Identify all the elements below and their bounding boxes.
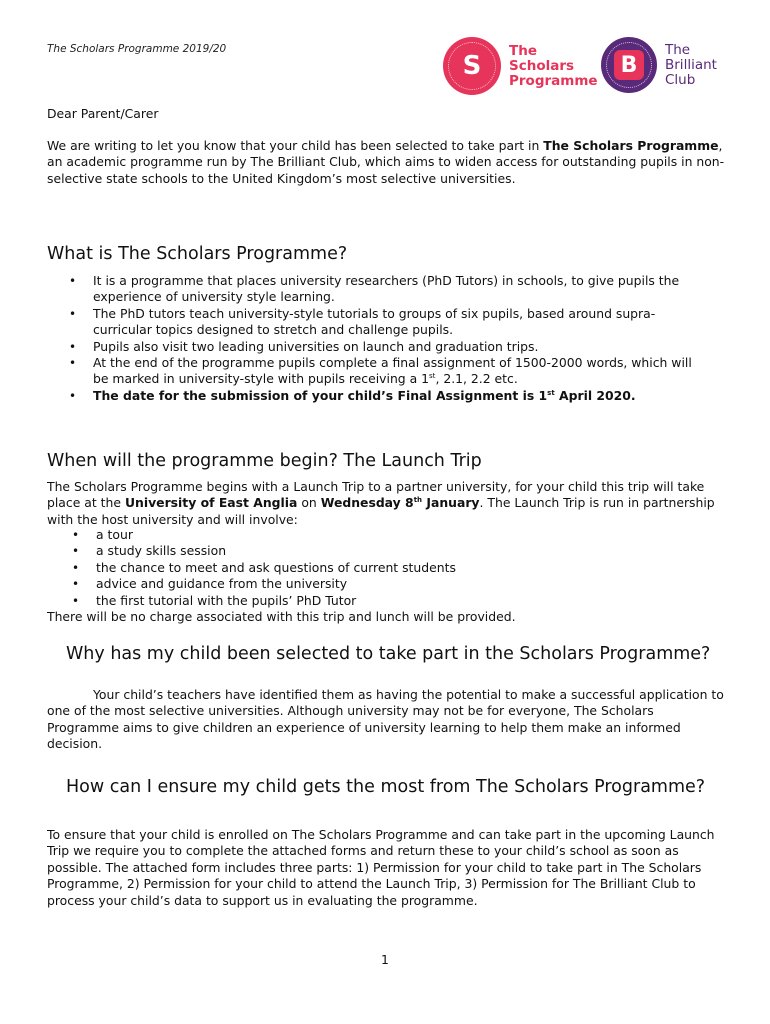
scholars-logo-wordmark xyxy=(509,44,598,89)
brilliant-logo-wordmark xyxy=(665,43,717,88)
list-item: • a tour xyxy=(47,527,727,543)
section1-heading: What is The Scholars Programme? xyxy=(47,244,348,264)
brilliant-logo-badge xyxy=(601,37,657,93)
section3-paragraph: Your child’s teachers have identified them as having the potential to make a successful application to one of the most selective universities. Although university may not be for everyone, The Scholars Programme aims to give children an experience of university learning to help them make an informed decision. xyxy=(47,687,724,752)
section2-paragraph: The Scholars Programme begins with a Launch Trip to a partner university, for your child this trip will take place at the University of East Anglia on Wednesday 8th January. The Launch Trip is run in partnership with the host university and will involve: xyxy=(47,479,715,527)
section3-heading: Why has my child been selected to take part in the Scholars Programme? xyxy=(66,644,711,664)
page-number: 1 xyxy=(381,952,389,967)
brilliant-club-logo xyxy=(601,37,717,93)
list-item-submission-date: • The date for the submission of your child’s Final Assignment is 1st April 2020. xyxy=(47,388,707,404)
list-item: • the chance to meet and ask questions of current students xyxy=(47,560,727,576)
brilliant-logo-letter: B xyxy=(620,52,638,78)
university-name: University of East Anglia xyxy=(124,495,298,511)
launch-date: Wednesday 8th January xyxy=(320,495,480,511)
scholars-programme-logo xyxy=(443,37,598,95)
scholars-logo-line2: Scholars xyxy=(509,57,575,74)
list-item: • a study skills session xyxy=(47,543,727,559)
salutation: Dear Parent/Carer xyxy=(47,106,159,121)
list-item: • It is a programme that places university researchers (PhD Tutors) in schools, to give pupils the experience of university style learning. xyxy=(47,273,707,306)
brilliant-logo-line3: Club xyxy=(665,71,696,88)
scholars-logo-line1: The xyxy=(509,42,537,59)
list-item: • The PhD tutors teach university-style tutorials to groups of six pupils, based around supra-curricular topics designed to stretch and challenge pupils. xyxy=(47,306,707,339)
list-item: • advice and guidance from the university xyxy=(47,576,727,592)
intro-paragraph: We are writing to let you know that your child has been selected to take part in The Scholars Programme, an academic programme run by The Brilliant Club, which aims to widen access for outstanding pupils in non-selective state schools to the United Kingdom’s most selective universities. xyxy=(47,138,725,186)
section2-bullet-list xyxy=(47,527,727,609)
intro-programme-name: The Scholars Programme xyxy=(543,138,719,153)
list-item: • Pupils also visit two leading universities on launch and graduation trips. xyxy=(47,339,707,355)
scholars-logo-line3: Programme xyxy=(509,72,598,89)
scholars-logo-badge xyxy=(443,37,501,95)
list-item: • the first tutorial with the pupils’ PhD Tutor xyxy=(47,593,727,609)
list-item: • At the end of the programme pupils complete a final assignment of 1500-2000 words, which will be marked in university-style with pupils receiving a 1st, 2.1, 2.2 etc. xyxy=(47,355,707,388)
section4-heading: How can I ensure my child gets the most from The Scholars Programme? xyxy=(66,777,706,797)
brilliant-logo-line2: Brilliant xyxy=(665,56,717,73)
running-header: The Scholars Programme 2019/20 xyxy=(47,43,227,55)
section4-paragraph: To ensure that your child is enrolled on The Scholars Programme and can take part in the upcoming Launch Trip we require you to complete the attached forms and return these to your child’s school as soon as possible. The attached form includes three parts: 1) Permission for your child to take part in The Scholars Programme, 2) Permission for your child to attend the Launch Trip, 3) Permission for The Brilliant Club to process your child’s data to support us in evaluating the programme. xyxy=(47,827,715,908)
section2-heading: When will the programme begin? The Launch Trip xyxy=(47,451,482,471)
brilliant-logo-line1: The xyxy=(665,41,691,58)
scholars-logo-letter: S xyxy=(462,51,482,81)
section1-bullet-list xyxy=(47,273,707,404)
section2-closing: There will be no charge associated with this trip and lunch will be provided. xyxy=(47,609,516,624)
